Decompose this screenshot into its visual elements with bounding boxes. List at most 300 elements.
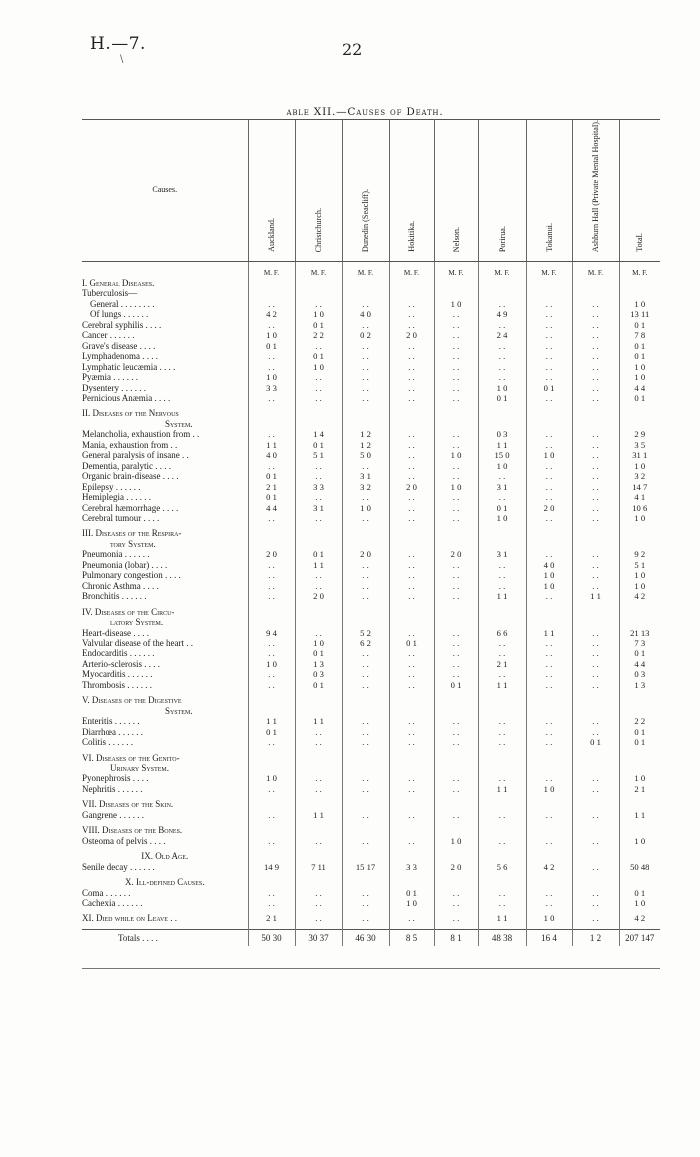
value-cell: . .: [342, 773, 389, 783]
value-cell: 2 0: [248, 549, 295, 559]
value-cell: . .: [434, 560, 478, 570]
value-cell: 4 4: [619, 383, 660, 393]
cause-label: General paralysis of insane . .: [82, 450, 189, 461]
value-cell: 1 0: [619, 299, 660, 309]
value-cell: . .: [295, 471, 342, 481]
sex-label: M. F.: [572, 261, 619, 278]
value-cell: . .: [572, 659, 619, 669]
value-cell: . .: [342, 680, 389, 690]
cause-label: Gangrene . . . . . .: [82, 809, 144, 820]
blank-cell: [619, 607, 660, 617]
value-cell: 3 1: [478, 482, 526, 492]
value-cell: . .: [248, 784, 295, 794]
blank-cell: [295, 851, 342, 861]
value-cell: . .: [248, 591, 295, 601]
value-cell: 0 1: [248, 492, 295, 502]
table-row: [82, 320, 660, 330]
blank-cell: [478, 695, 526, 705]
blank-cell: [248, 408, 295, 418]
value-cell: . .: [572, 836, 619, 846]
value-cell: . .: [295, 773, 342, 783]
blank-cell: [295, 695, 342, 705]
value-cell: . .: [389, 810, 434, 820]
value-cell: . .: [389, 362, 434, 372]
value-cell: 5 2: [342, 628, 389, 638]
blank-cell: [478, 763, 526, 773]
value-cell: 4 0: [342, 309, 389, 319]
blank-cell: [526, 539, 572, 549]
blank-cell: [572, 695, 619, 705]
value-cell: . .: [526, 513, 572, 523]
blank-cell: [572, 528, 619, 538]
column-header: [295, 120, 342, 262]
blank-cell: [248, 695, 295, 705]
value-cell: . .: [478, 773, 526, 783]
blank-cell: [434, 528, 478, 538]
blank-cell: [342, 753, 389, 763]
value-cell: 1 0: [526, 913, 572, 923]
blank-cell: [526, 288, 572, 298]
table-row: [82, 737, 660, 747]
blank-cell: [619, 825, 660, 835]
blank-cell: [434, 288, 478, 298]
value-cell: . .: [572, 784, 619, 794]
value-cell: . .: [389, 628, 434, 638]
value-cell: 4 4: [619, 659, 660, 669]
value-cell: . .: [248, 810, 295, 820]
cause-label: Enteritis . . . . . .: [82, 716, 140, 727]
value-cell: . .: [434, 716, 478, 726]
table-row: [82, 862, 660, 872]
cause-label: Thrombosis . . . . . .: [82, 679, 153, 690]
blank-cell: [248, 763, 295, 773]
value-cell: . .: [295, 383, 342, 393]
value-cell: 0 1: [248, 341, 295, 351]
blank-cell: [342, 851, 389, 861]
value-cell: 1 0: [619, 581, 660, 591]
blank-cell: [526, 706, 572, 716]
value-cell: 0 1: [619, 727, 660, 737]
cause-label: Osteoma of pelvis . . . .: [82, 835, 166, 846]
value-cell: 0 1: [248, 727, 295, 737]
value-cell: . .: [389, 372, 434, 382]
blank-cell: [572, 799, 619, 809]
value-cell: . .: [389, 669, 434, 679]
sex-label: M. F.: [434, 261, 478, 278]
blank-cell: [248, 528, 295, 538]
value-cell: . .: [478, 299, 526, 309]
value-cell: 2 0: [389, 482, 434, 492]
value-cell: 6 2: [342, 638, 389, 648]
blank-cell: [342, 408, 389, 418]
cause-label: Bronchitis . . . . . .: [82, 591, 147, 602]
value-cell: . .: [389, 836, 434, 846]
cause-label: Dementia, paralytic . . . .: [82, 460, 171, 471]
value-cell: . .: [434, 810, 478, 820]
cause-label: Coma . . . . . .: [82, 887, 131, 898]
cause-label: Lymphatic leucæmia . . . .: [82, 361, 176, 372]
value-cell: . .: [389, 581, 434, 591]
value-cell: . .: [434, 341, 478, 351]
value-cell: 1 1: [478, 784, 526, 794]
blank-cell: [572, 825, 619, 835]
blank-cell: [342, 528, 389, 538]
blank-cell: [434, 799, 478, 809]
cause-label: Cerebral syphilis . . . .: [82, 319, 162, 330]
value-cell: . .: [572, 492, 619, 502]
value-cell: . .: [478, 492, 526, 502]
value-cell: . .: [478, 737, 526, 747]
value-cell: 4 2: [619, 913, 660, 923]
value-cell: . .: [389, 727, 434, 737]
value-cell: 1 1: [478, 680, 526, 690]
value-cell: . .: [248, 737, 295, 747]
blank-cell: [389, 278, 434, 288]
value-cell: 7 8: [619, 330, 660, 340]
value-cell: . .: [342, 727, 389, 737]
value-cell: . .: [248, 581, 295, 591]
table-row: [82, 393, 660, 403]
blank-cell: [248, 288, 295, 298]
table-row: [82, 549, 660, 559]
value-cell: . .: [248, 320, 295, 330]
blank-cell: [478, 528, 526, 538]
value-cell: . .: [572, 429, 619, 439]
blank-cell: [572, 278, 619, 288]
value-cell: . .: [389, 784, 434, 794]
value-cell: 13 11: [619, 309, 660, 319]
value-cell: 1 0: [619, 836, 660, 846]
value-cell: . .: [526, 482, 572, 492]
value-cell: 0 1: [389, 888, 434, 898]
table-body: [82, 261, 660, 946]
value-cell: . .: [434, 309, 478, 319]
blank-cell: [389, 799, 434, 809]
value-cell: . .: [526, 836, 572, 846]
value-cell: . .: [526, 372, 572, 382]
table-row: [82, 591, 660, 601]
value-cell: . .: [526, 898, 572, 908]
value-cell: . .: [389, 429, 434, 439]
cause-label: Colitis . . . . . .: [82, 737, 134, 748]
blank-cell: [572, 408, 619, 418]
value-cell: . .: [295, 784, 342, 794]
blank-cell: [478, 851, 526, 861]
table-row: [82, 513, 660, 523]
value-cell: 0 1: [526, 383, 572, 393]
blank-cell: [526, 799, 572, 809]
section-heading-row: [82, 825, 660, 835]
value-cell: 0 1: [619, 888, 660, 898]
blank-cell: [434, 607, 478, 617]
table-row: [82, 482, 660, 492]
value-cell: 2 0: [434, 549, 478, 559]
value-cell: . .: [478, 351, 526, 361]
value-cell: . .: [389, 773, 434, 783]
value-cell: 3 1: [342, 471, 389, 481]
blank-cell: [478, 288, 526, 298]
value-cell: . .: [342, 716, 389, 726]
value-cell: 1 1: [526, 628, 572, 638]
value-cell: 0 1: [619, 648, 660, 658]
value-cell: . .: [478, 669, 526, 679]
blank-cell: [478, 706, 526, 716]
value-cell: 1 0: [619, 570, 660, 580]
table-row: [82, 810, 660, 820]
column-header-label: Tokanui.: [544, 223, 554, 253]
value-cell: 2 4: [478, 330, 526, 340]
value-cell: 3 2: [342, 482, 389, 492]
blank-cell: [434, 278, 478, 288]
column-header: [526, 120, 572, 262]
section-heading: VIII. Diseases of the Bones.: [82, 825, 183, 836]
blank-cell: [342, 695, 389, 705]
value-cell: . .: [248, 638, 295, 648]
value-cell: . .: [434, 784, 478, 794]
blank-cell: [248, 706, 295, 716]
section-heading-row: [82, 763, 660, 773]
value-cell: . .: [572, 351, 619, 361]
value-cell: . .: [526, 659, 572, 669]
section-heading: VII. Diseases of the Skin.: [82, 799, 174, 810]
value-cell: . .: [572, 669, 619, 679]
value-cell: . .: [295, 492, 342, 502]
value-cell: . .: [434, 581, 478, 591]
section-heading: II. Diseases of the Nervous: [82, 408, 179, 419]
value-cell: . .: [389, 913, 434, 923]
value-cell: . .: [389, 320, 434, 330]
value-cell: 0 1: [295, 680, 342, 690]
cause-label: Pernicious Anæmia . . . .: [82, 393, 171, 404]
blank-cell: [248, 607, 295, 617]
value-cell: . .: [526, 309, 572, 319]
cause-label: Dysentery . . . . . .: [82, 382, 146, 393]
column-header: [572, 120, 619, 262]
value-cell: . .: [572, 680, 619, 690]
table-row: [82, 372, 660, 382]
blank-cell: [434, 617, 478, 627]
value-cell: . .: [295, 513, 342, 523]
value-cell: . .: [342, 737, 389, 747]
table-row: [82, 383, 660, 393]
value-cell: . .: [248, 836, 295, 846]
value-cell: 0 3: [619, 669, 660, 679]
blank-cell: [619, 706, 660, 716]
blank-cell: [619, 617, 660, 627]
blank-cell: [389, 607, 434, 617]
value-cell: . .: [526, 351, 572, 361]
value-cell: 8 1: [434, 929, 478, 946]
value-cell: . .: [572, 628, 619, 638]
value-cell: . .: [478, 560, 526, 570]
cause-label: General . . . . . . . .: [90, 298, 155, 309]
column-header-label: Christchurch.: [314, 207, 323, 253]
table-row: [82, 836, 660, 846]
value-cell: 4 0: [248, 450, 295, 460]
value-cell: . .: [478, 898, 526, 908]
value-cell: . .: [389, 659, 434, 669]
section-heading-row: [82, 706, 660, 716]
value-cell: . .: [572, 898, 619, 908]
value-cell: 3 3: [248, 383, 295, 393]
value-cell: . .: [434, 648, 478, 658]
value-cell: . .: [342, 659, 389, 669]
value-cell: . .: [572, 773, 619, 783]
blank-cell: [342, 288, 389, 298]
value-cell: 3 2: [619, 471, 660, 481]
value-cell: . .: [526, 648, 572, 658]
section-heading: IX. Old Age.: [141, 851, 189, 862]
value-cell: . .: [572, 309, 619, 319]
cause-label: Cancer . . . . . .: [82, 330, 135, 341]
blank-cell: [478, 617, 526, 627]
value-cell: . .: [389, 440, 434, 450]
sex-label-row: [82, 261, 660, 278]
value-cell: 9 4: [248, 628, 295, 638]
causes-of-death-table: [82, 119, 660, 946]
column-header: [478, 120, 526, 262]
column-header-row: [82, 120, 660, 262]
value-cell: . .: [342, 492, 389, 502]
blank-cell: [478, 753, 526, 763]
blank-cell: [389, 528, 434, 538]
section-heading-row: [82, 617, 660, 627]
value-cell: 4 2: [526, 862, 572, 872]
section-heading-row: [82, 408, 660, 418]
blank-cell: [342, 278, 389, 288]
value-cell: . .: [526, 549, 572, 559]
blank-cell: [389, 753, 434, 763]
blank-cell: [342, 706, 389, 716]
cause-label: Heart-disease . . . .: [82, 627, 149, 638]
blank-cell: [434, 877, 478, 887]
value-cell: . .: [572, 320, 619, 330]
bottom-rule: [82, 968, 660, 969]
blank-cell: [478, 825, 526, 835]
cause-label: Pneumonia (lobar) . . . .: [82, 559, 168, 570]
value-cell: . .: [572, 450, 619, 460]
value-cell: 2 0: [434, 862, 478, 872]
value-cell: . .: [572, 862, 619, 872]
table-row: [82, 716, 660, 726]
blank-cell: [295, 877, 342, 887]
section-heading-row: [82, 913, 660, 923]
table-row: [82, 638, 660, 648]
value-cell: 7 11: [295, 862, 342, 872]
value-cell: . .: [526, 810, 572, 820]
value-cell: . .: [478, 727, 526, 737]
value-cell: . .: [526, 638, 572, 648]
value-cell: . .: [526, 471, 572, 481]
value-cell: 30 37: [295, 929, 342, 946]
table-row: [82, 581, 660, 591]
value-cell: . .: [478, 471, 526, 481]
blank-cell: [389, 825, 434, 835]
blank-cell: [248, 799, 295, 809]
section-heading: VI. Diseases of the Genito-: [82, 752, 180, 763]
value-cell: 0 1: [389, 638, 434, 648]
value-cell: 1 0: [619, 773, 660, 783]
value-cell: . .: [572, 440, 619, 450]
value-cell: . .: [389, 299, 434, 309]
blank-cell: [295, 419, 342, 429]
value-cell: 0 1: [619, 341, 660, 351]
blank-cell: [526, 607, 572, 617]
value-cell: 1 2: [572, 929, 619, 946]
blank-cell: [572, 877, 619, 887]
value-cell: 2 9: [619, 429, 660, 439]
value-cell: . .: [389, 351, 434, 361]
blank-cell: [295, 617, 342, 627]
blank-cell: [526, 851, 572, 861]
value-cell: 1 3: [619, 680, 660, 690]
value-cell: 1 1: [478, 440, 526, 450]
value-cell: 1 0: [248, 773, 295, 783]
value-cell: 50 48: [619, 862, 660, 872]
value-cell: . .: [248, 669, 295, 679]
value-cell: . .: [526, 393, 572, 403]
value-cell: 1 1: [572, 591, 619, 601]
value-cell: . .: [434, 591, 478, 601]
value-cell: 1 4: [295, 429, 342, 439]
document-reference: H.—7.: [90, 34, 146, 54]
value-cell: . .: [248, 351, 295, 361]
value-cell: . .: [248, 888, 295, 898]
value-cell: . .: [342, 591, 389, 601]
totals-row: [82, 929, 660, 946]
value-cell: 2 2: [619, 716, 660, 726]
value-cell: . .: [478, 372, 526, 382]
value-cell: . .: [434, 898, 478, 908]
table-row: [82, 888, 660, 898]
blank-cell: [248, 278, 295, 288]
value-cell: 48 38: [478, 929, 526, 946]
table-row: [82, 898, 660, 908]
value-cell: 0 1: [295, 440, 342, 450]
value-cell: 3 1: [295, 503, 342, 513]
value-cell: 2 0: [295, 591, 342, 601]
value-cell: . .: [342, 393, 389, 403]
blank-cell: [619, 288, 660, 298]
cause-label: Cerebral hæmorrhage . . . .: [82, 502, 179, 513]
value-cell: . .: [342, 372, 389, 382]
value-cell: . .: [572, 570, 619, 580]
value-cell: . .: [248, 362, 295, 372]
section-heading-row: [82, 799, 660, 809]
value-cell: . .: [572, 503, 619, 513]
value-cell: 1 0: [434, 299, 478, 309]
value-cell: . .: [572, 638, 619, 648]
blank-cell: [342, 607, 389, 617]
cause-label: Arterio-sclerosis . . . .: [82, 658, 160, 669]
blank-cell: [295, 763, 342, 773]
value-cell: . .: [572, 810, 619, 820]
value-cell: . .: [389, 471, 434, 481]
blank-cell: [526, 278, 572, 288]
value-cell: . .: [434, 429, 478, 439]
column-header-label: Auckland.: [267, 218, 276, 253]
value-cell: 4 2: [619, 591, 660, 601]
value-cell: . .: [434, 383, 478, 393]
value-cell: . .: [478, 648, 526, 658]
sex-label: M. F.: [295, 261, 342, 278]
value-cell: 14 7: [619, 482, 660, 492]
value-cell: 2 1: [248, 482, 295, 492]
value-cell: . .: [389, 560, 434, 570]
value-cell: 5 1: [619, 560, 660, 570]
table-row: [82, 440, 660, 450]
value-cell: 0 1: [619, 320, 660, 330]
